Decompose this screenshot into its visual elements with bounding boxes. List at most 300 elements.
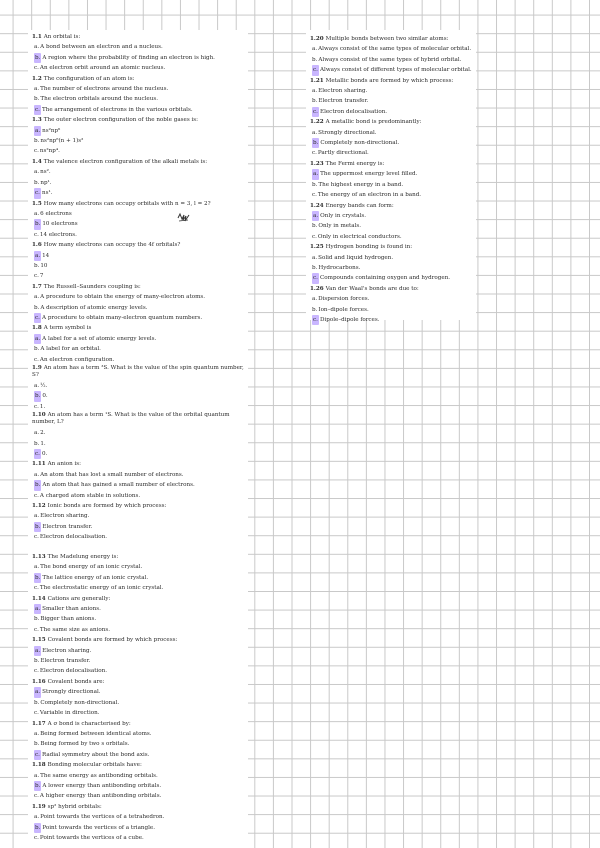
option-text: Strongly directional.	[42, 689, 101, 696]
selected-answer-marker: a.	[34, 126, 41, 136]
option-text: Point towards the vertices of a cube.	[39, 834, 144, 841]
question-number: 1.8	[32, 325, 42, 332]
question-number: 1.1	[32, 34, 42, 40]
answer-option[interactable]	[310, 180, 476, 190]
option-letter: a.	[34, 430, 40, 437]
answer-option[interactable]	[310, 305, 476, 315]
option-letter: a.	[34, 814, 40, 821]
question-text: Energy bands can form:	[325, 202, 394, 209]
answer-option[interactable]	[32, 126, 246, 136]
answer-option[interactable]	[32, 178, 246, 188]
selected-answer-marker: a.	[34, 687, 41, 697]
selected-answer-marker: a.	[34, 604, 41, 614]
option-text: The energy of an electron in a band.	[317, 192, 422, 199]
option-text: The same size as anions.	[39, 626, 110, 633]
answer-option[interactable]	[32, 750, 246, 760]
answer-option[interactable]	[310, 86, 476, 96]
question-text: An atom has a term ¹S. What is the value of the orbital quantum number, L?	[32, 412, 230, 426]
option-text: ns²np⁶	[42, 127, 61, 134]
question-text: Covalent bonds are:	[47, 678, 105, 685]
answer-option[interactable]	[32, 687, 246, 697]
option-letter: c.	[312, 233, 317, 240]
option-text: A description of atomic energy levels.	[40, 304, 148, 311]
question-stem	[32, 115, 246, 125]
question-text: sp² hybrid orbitals:	[47, 803, 102, 810]
question-stem	[32, 282, 246, 292]
question-stem	[32, 719, 246, 729]
scribble-icon	[177, 212, 191, 222]
option-text: Electron sharing.	[318, 88, 368, 95]
question-stem	[310, 201, 476, 211]
option-text: 10	[40, 262, 48, 269]
answer-option[interactable]	[310, 128, 476, 138]
option-text: A procedure to obtain many-electron quantum numbers.	[42, 314, 203, 321]
selected-answer-marker: b.	[34, 573, 41, 583]
answer-option[interactable]	[310, 55, 476, 65]
option-letter: c.	[34, 710, 39, 717]
question-number: 1.18	[32, 762, 46, 769]
question-column-1	[32, 32, 246, 543]
answer-option[interactable]	[32, 84, 246, 94]
question-number: 1.20	[310, 36, 324, 42]
selected-answer-marker: b.	[34, 823, 41, 833]
option-text: A charged atom stable in solutions.	[39, 492, 141, 499]
answer-option[interactable]	[32, 646, 246, 656]
option-text: ns²np⁶(n + 1)s²	[40, 138, 84, 145]
option-letter: c.	[34, 403, 39, 410]
option-text: Electron sharing.	[42, 647, 92, 654]
option-text: Partly directional.	[317, 150, 369, 157]
answer-option[interactable]	[32, 511, 246, 521]
option-letter: a.	[34, 210, 40, 217]
option-text: 14	[42, 252, 50, 259]
option-letter: c.	[34, 65, 39, 72]
answer-option[interactable]	[32, 313, 246, 323]
answer-option[interactable]	[310, 315, 476, 325]
question-number: 1.14	[32, 595, 46, 602]
question-number: 1.15	[32, 637, 46, 644]
selected-answer-marker: a.	[34, 251, 41, 261]
answer-option[interactable]	[32, 791, 246, 801]
option-text: Compounds containing oxygen and hydrogen.	[320, 275, 451, 282]
selected-answer-marker: c.	[312, 107, 319, 117]
selected-answer-marker: c.	[34, 750, 41, 760]
answer-option[interactable]	[310, 253, 476, 263]
answer-option[interactable]	[32, 666, 246, 676]
option-letter: b.	[34, 741, 40, 748]
option-text: An electron orbit around an atomic nucleus.	[39, 65, 166, 72]
answer-option[interactable]	[32, 739, 246, 749]
answer-option[interactable]	[310, 96, 476, 106]
answer-option[interactable]	[310, 138, 476, 148]
answer-option[interactable]	[32, 781, 246, 791]
option-letter: a.	[312, 254, 318, 261]
selected-answer-marker: b.	[34, 219, 41, 229]
answer-option[interactable]	[32, 230, 246, 240]
selected-answer-marker: a.	[312, 211, 319, 221]
answer-option[interactable]	[310, 294, 476, 304]
question-stem	[32, 323, 246, 333]
option-letter: c.	[34, 834, 39, 841]
option-letter: c.	[34, 668, 39, 675]
question-stem	[310, 159, 476, 169]
option-text: Completely non-directional.	[40, 699, 120, 706]
answer-option[interactable]	[32, 562, 246, 572]
option-letter: b.	[34, 138, 40, 145]
question-number: 1.21	[310, 77, 324, 84]
option-letter: b.	[34, 699, 40, 706]
selected-answer-marker: c.	[34, 313, 41, 323]
selected-answer-marker: b.	[34, 53, 41, 63]
answer-option[interactable]	[32, 42, 246, 52]
option-text: A higher energy than antibonding orbitals.	[39, 793, 162, 800]
question-number: 1.4	[32, 158, 42, 165]
question-stem	[32, 635, 246, 645]
option-text: Dipole–dipole forces.	[320, 316, 380, 323]
question-stem	[310, 117, 476, 127]
option-text: The same energy as antibonding orbitals.	[40, 772, 158, 779]
answer-option[interactable]	[32, 53, 246, 63]
option-letter: c.	[34, 231, 39, 238]
option-letter: b.	[34, 440, 40, 447]
question-number: 1.17	[32, 720, 46, 727]
option-letter: c.	[312, 192, 317, 199]
option-text: Electron transfer.	[318, 98, 369, 105]
question-stem	[310, 76, 476, 86]
question-number: 1.25	[310, 244, 324, 251]
selected-answer-marker: b.	[34, 391, 41, 401]
question-text: Bonding molecular orbitals have:	[47, 762, 142, 769]
option-text: A label for a set of atomic energy levels.	[42, 335, 157, 342]
option-text: Electron delocalisation.	[39, 668, 107, 675]
option-text: Smaller than anions.	[42, 606, 101, 613]
answer-option[interactable]	[32, 708, 246, 718]
question-stem	[32, 552, 246, 562]
answer-option[interactable]	[32, 573, 246, 583]
selected-answer-marker: b.	[34, 480, 41, 490]
option-text: The electron orbitals around the nucleus.	[40, 96, 158, 103]
question-number: 1.10	[32, 412, 46, 419]
option-text: Electron delocalisation.	[320, 108, 388, 115]
option-text: An atom that has lost a small number of electrons.	[40, 471, 184, 478]
option-text: Being formed by two s orbitals.	[40, 741, 130, 748]
answer-option[interactable]	[310, 148, 476, 158]
option-letter: c.	[34, 273, 39, 280]
answer-option[interactable]	[32, 583, 246, 593]
answer-option[interactable]	[310, 263, 476, 273]
option-letter: a.	[34, 86, 40, 93]
selected-answer-marker: c.	[34, 105, 41, 115]
option-text: Being formed between identical atoms.	[40, 730, 152, 737]
selected-answer-marker: c.	[34, 188, 41, 198]
question-text: How many electrons can occupy orbitals with n = 3, l = 2?	[43, 200, 211, 207]
answer-option[interactable]	[310, 169, 476, 179]
question-number: 1.9	[32, 365, 42, 371]
question-number: 1.12	[32, 503, 46, 510]
option-text: 14 electrons.	[39, 231, 77, 238]
answer-option[interactable]	[32, 167, 246, 177]
question-stem	[32, 459, 246, 469]
answer-option[interactable]	[32, 491, 246, 501]
question-number: 1.5	[32, 200, 42, 207]
question-number: 1.13	[32, 554, 46, 560]
selected-answer-marker: c.	[312, 273, 319, 283]
answer-option[interactable]	[32, 656, 246, 666]
answer-option[interactable]	[310, 273, 476, 283]
answer-option[interactable]	[32, 428, 246, 438]
question-stem	[32, 365, 246, 381]
question-text: The valence electron configuration of the alkali metals is:	[43, 158, 208, 165]
answer-option[interactable]	[32, 209, 246, 219]
option-text: Completely non-directional.	[320, 140, 400, 147]
question-text: The Madelung energy is:	[47, 554, 119, 560]
option-text: Variable in direction.	[39, 710, 100, 717]
question-stem	[310, 242, 476, 252]
option-letter: b.	[34, 304, 40, 311]
question-stem	[32, 32, 246, 42]
option-text: Electron sharing.	[40, 513, 90, 520]
option-letter: c.	[312, 150, 317, 157]
question-text: An anion is:	[47, 461, 82, 468]
option-letter: a.	[34, 513, 40, 520]
question-text: An atom has a term ³S. What is the value of the spin quantum number, S?	[32, 365, 244, 378]
answer-option[interactable]	[32, 94, 246, 104]
question-number: 1.2	[32, 75, 42, 82]
question-number: 1.24	[310, 202, 324, 209]
question-number: 1.16	[32, 678, 46, 685]
question-text: Multiple bonds between two similar atoms:	[325, 36, 449, 42]
option-text: An atom that has gained a small number of electrons.	[42, 482, 195, 489]
option-letter: a.	[34, 471, 40, 478]
option-text: The highest energy in a band.	[318, 181, 404, 188]
question-stem	[32, 501, 246, 511]
selected-answer-marker: b.	[312, 138, 319, 148]
option-text: ns².	[40, 169, 51, 176]
option-letter: a.	[312, 296, 318, 303]
answer-option[interactable]	[32, 261, 246, 271]
question-text: The configuration of an atom is:	[43, 75, 135, 82]
option-text: A procedure to obtain the energy of many-electron atoms.	[40, 294, 206, 301]
option-letter: b.	[34, 179, 40, 186]
option-letter: a.	[34, 564, 40, 571]
option-text: ns²np⁴.	[39, 148, 60, 155]
question-number: 1.6	[32, 242, 42, 249]
option-text: Electron transfer.	[42, 523, 93, 530]
answer-option[interactable]	[310, 190, 476, 200]
answer-option[interactable]	[310, 221, 476, 231]
option-text: Electron delocalisation.	[39, 534, 107, 541]
option-letter: a.	[312, 46, 318, 53]
question-text: Ionic bonds are formed by which process:	[47, 503, 167, 510]
answer-option[interactable]	[310, 232, 476, 242]
option-text: A label for an orbital.	[40, 346, 101, 353]
answer-option[interactable]	[32, 355, 246, 365]
answer-option[interactable]	[310, 107, 476, 117]
question-text: Hydrogen bonding is found in:	[325, 244, 413, 251]
option-letter: c.	[34, 148, 39, 155]
option-text: A lower energy than antibonding orbitals.	[42, 782, 162, 789]
option-letter: c.	[34, 793, 39, 800]
question-text: The outer electron configuration of the noble gases is:	[43, 117, 199, 124]
answer-option[interactable]	[32, 771, 246, 781]
answer-option[interactable]	[310, 211, 476, 221]
question-column-2	[310, 34, 476, 325]
option-text: Electron transfer.	[40, 658, 91, 665]
answer-option[interactable]	[32, 219, 246, 229]
answer-option[interactable]	[32, 625, 246, 635]
option-letter: b.	[34, 96, 40, 103]
option-text: Hydrocarbons.	[318, 264, 361, 271]
option-text: Ion–dipole forces.	[318, 306, 369, 313]
option-text: Point towards the vertices of a triangle.	[42, 824, 155, 831]
answer-option[interactable]	[310, 44, 476, 54]
option-text: A region where the probability of finding an electron is high.	[42, 54, 215, 61]
option-text: The arrangement of electrons in the various orbitals.	[42, 106, 193, 113]
option-text: ½.	[40, 383, 48, 389]
answer-option[interactable]	[32, 402, 246, 412]
question-number: 1.23	[310, 160, 324, 167]
answer-option[interactable]	[32, 271, 246, 281]
question-number: 1.19	[32, 803, 46, 810]
option-letter: a.	[34, 730, 40, 737]
option-letter: c.	[34, 626, 39, 633]
option-text: Only in metals.	[318, 223, 362, 230]
answer-option[interactable]	[32, 480, 246, 490]
option-text: 10 electrons	[42, 221, 78, 228]
answer-option[interactable]	[32, 604, 246, 614]
answer-option[interactable]	[32, 292, 246, 302]
answer-option[interactable]	[32, 812, 246, 822]
answer-option[interactable]	[32, 698, 246, 708]
option-letter: a.	[312, 129, 318, 136]
option-letter: a.	[34, 383, 40, 389]
question-stem	[310, 284, 476, 294]
answer-option[interactable]	[32, 391, 246, 401]
question-number: 1.7	[32, 283, 42, 290]
option-text: ns¹.	[42, 190, 53, 197]
question-stem	[32, 594, 246, 604]
answer-option[interactable]	[32, 470, 246, 480]
selected-answer-marker: b.	[34, 522, 41, 532]
question-stem	[32, 802, 246, 812]
option-text: Bigger than anions.	[40, 616, 97, 623]
question-stem	[32, 412, 246, 428]
option-text: 1.	[39, 403, 46, 410]
option-letter: b.	[312, 223, 318, 230]
question-stem	[32, 240, 246, 250]
option-letter: b.	[312, 306, 318, 313]
question-number: 1.26	[310, 285, 324, 292]
answer-option[interactable]	[32, 188, 246, 198]
option-letter: b.	[34, 658, 40, 665]
option-text: Always consist of the same types of molecular orbital.	[318, 46, 472, 53]
option-text: An electron configuration.	[39, 356, 115, 363]
answer-option[interactable]	[32, 522, 246, 532]
option-text: Dispersion forces.	[318, 296, 370, 303]
option-letter: a.	[34, 294, 40, 301]
question-text: Van der Waal's bonds are due to:	[325, 285, 419, 292]
answer-option[interactable]	[32, 614, 246, 624]
selected-answer-marker: a.	[34, 334, 41, 344]
answer-option[interactable]	[32, 334, 246, 344]
option-letter: b.	[312, 264, 318, 271]
option-letter: b.	[34, 616, 40, 623]
option-text: 0.	[42, 451, 48, 458]
option-letter: b.	[34, 262, 40, 269]
option-text: The number of electrons around the nucleus.	[40, 86, 169, 93]
question-text: An orbital is:	[43, 34, 81, 40]
answer-option[interactable]	[32, 146, 246, 156]
option-text: np¹.	[40, 179, 52, 186]
option-text: A bond between an electron and a nucleus.	[40, 44, 163, 51]
answer-option[interactable]	[32, 251, 246, 261]
answer-option[interactable]	[32, 532, 246, 542]
option-text: Always consist of different types of molecular orbital.	[320, 67, 472, 74]
question-stem	[310, 34, 476, 44]
option-text: 2.	[40, 430, 46, 437]
answer-option[interactable]	[32, 63, 246, 73]
option-text: Only in electrical conductors.	[317, 233, 402, 240]
question-stem	[32, 74, 246, 84]
answer-option[interactable]	[32, 344, 246, 354]
answer-option[interactable]	[32, 136, 246, 146]
answer-option[interactable]	[32, 823, 246, 833]
option-letter: b.	[34, 346, 40, 353]
option-text: The lattice energy of an ionic crystal.	[42, 574, 149, 581]
option-letter: b.	[312, 56, 318, 63]
answer-option[interactable]	[310, 65, 476, 75]
question-number: 1.3	[32, 117, 42, 124]
question-text: The Russell–Saunders coupling is:	[43, 283, 141, 290]
question-text: A term symbol is	[43, 325, 92, 332]
option-text: 1.	[40, 440, 46, 447]
question-text: The Fermi energy is:	[325, 160, 385, 167]
answer-option[interactable]	[32, 105, 246, 115]
option-letter: a.	[34, 772, 40, 779]
selected-answer-marker: b.	[34, 781, 41, 791]
selected-answer-marker: c.	[34, 449, 41, 459]
selected-answer-marker: c.	[312, 315, 319, 325]
option-text: Solid and liquid hydrogen.	[318, 254, 394, 261]
question-text: Covalent bonds are formed by which process:	[47, 637, 178, 644]
option-letter: c.	[34, 534, 39, 541]
answer-option[interactable]	[32, 833, 246, 843]
answer-option[interactable]	[32, 303, 246, 313]
selected-answer-marker: a.	[312, 169, 319, 179]
option-letter: a.	[312, 88, 318, 95]
selected-answer-marker: c.	[312, 65, 319, 75]
question-number: 1.22	[310, 119, 324, 126]
option-text: Strongly directional.	[318, 129, 377, 136]
answer-option[interactable]	[32, 729, 246, 739]
question-column-3	[32, 552, 246, 843]
option-text: The electrostatic energy of an ionic crystal.	[39, 585, 164, 592]
option-letter: c.	[34, 585, 39, 592]
option-text: 0.	[42, 393, 48, 400]
question-text: Metallic bonds are formed by which process:	[325, 77, 454, 84]
option-text: 7	[39, 273, 44, 280]
option-letter: c.	[34, 492, 39, 499]
selected-answer-marker: a.	[34, 646, 41, 656]
option-text: 6 electrons	[40, 210, 72, 217]
answer-option[interactable]	[32, 449, 246, 459]
option-letter: a.	[34, 44, 40, 51]
answer-option[interactable]	[32, 381, 246, 391]
question-number: 1.11	[32, 461, 46, 468]
answer-option[interactable]	[32, 439, 246, 449]
question-text: A metallic bond is predominantly:	[325, 119, 422, 126]
question-stem	[32, 157, 246, 167]
